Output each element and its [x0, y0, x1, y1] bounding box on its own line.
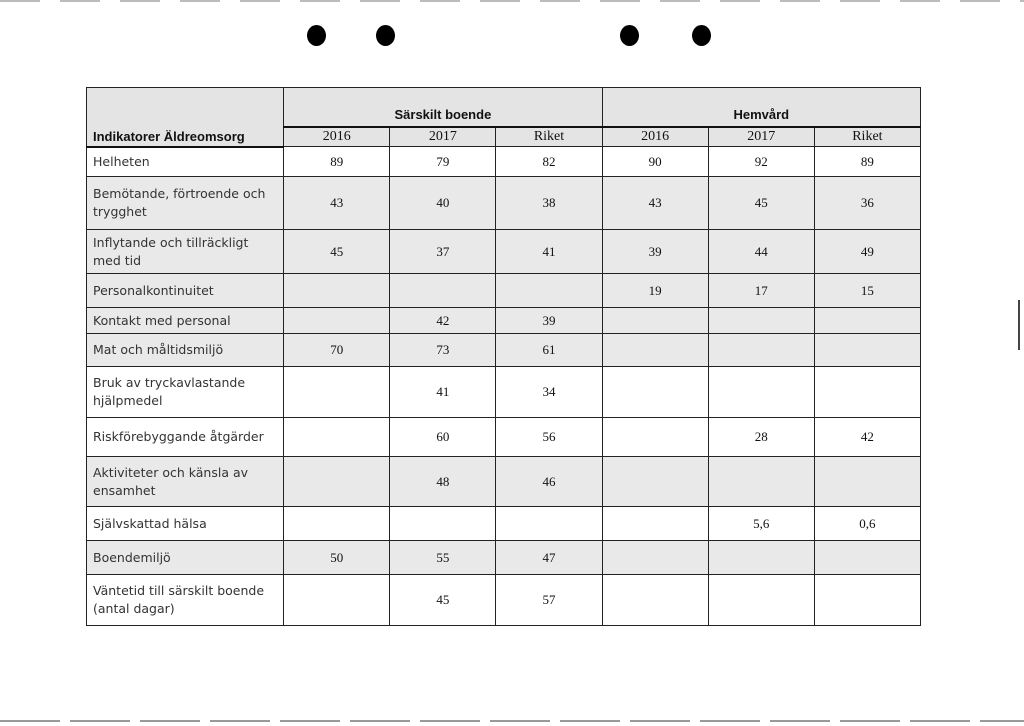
table-row — [87, 334, 921, 367]
value-cell: 46 — [496, 457, 602, 507]
value-cell — [602, 308, 708, 334]
punch-hole-icon — [692, 25, 711, 46]
group-header-row — [87, 88, 921, 128]
value-cell: 17 — [708, 274, 814, 308]
value-cell: 38 — [496, 177, 602, 230]
table-row — [87, 147, 921, 177]
value-cell: 34 — [496, 367, 602, 418]
scan-edge-mark — [1018, 300, 1020, 350]
value-cell: 56 — [496, 418, 602, 457]
table-row — [87, 457, 921, 507]
value-cell: 43 — [602, 177, 708, 230]
value-cell: 39 — [602, 230, 708, 274]
value-cell — [814, 367, 920, 418]
value-cell — [284, 457, 390, 507]
scan-bottom-edge — [0, 720, 1024, 722]
value-cell: 79 — [390, 147, 496, 177]
table-row — [87, 575, 921, 626]
value-cell: 49 — [814, 230, 920, 274]
indicator-label: Inflytande och tillräckligt med tid — [87, 230, 284, 274]
year-header: Riket — [814, 127, 920, 147]
indicator-label: Aktiviteter och känsla av ensamhet — [87, 457, 284, 507]
value-cell — [284, 575, 390, 626]
scan-top-edge — [0, 0, 1024, 2]
indicator-table-container — [86, 87, 921, 626]
indicator-table-body — [87, 147, 921, 626]
indicator-label: Boendemiljö — [87, 541, 284, 575]
value-cell — [814, 334, 920, 367]
table-row — [87, 541, 921, 575]
value-cell: 70 — [284, 334, 390, 367]
punch-hole-icon — [620, 25, 639, 46]
value-cell — [602, 575, 708, 626]
value-cell: 36 — [814, 177, 920, 230]
table-row — [87, 274, 921, 308]
value-cell: 73 — [390, 334, 496, 367]
indicator-label: Helheten — [87, 147, 284, 177]
value-cell: 89 — [284, 147, 390, 177]
value-cell: 45 — [284, 230, 390, 274]
indicator-label: Personalkontinuitet — [87, 274, 284, 308]
value-cell: 43 — [284, 177, 390, 230]
value-cell: 5,6 — [708, 507, 814, 541]
value-cell: 60 — [390, 418, 496, 457]
value-cell — [390, 507, 496, 541]
value-cell: 37 — [390, 230, 496, 274]
value-cell: 28 — [708, 418, 814, 457]
year-header: 2016 — [284, 127, 390, 147]
value-cell — [708, 308, 814, 334]
indicator-label: Riskförebyggande åtgärder — [87, 418, 284, 457]
value-cell — [284, 308, 390, 334]
value-cell: 45 — [390, 575, 496, 626]
indicator-label: Väntetid till särskilt boende (antal dagar) — [87, 575, 284, 626]
group-header-sarskilt-boende: Särskilt boende — [284, 88, 602, 128]
table-row — [87, 230, 921, 274]
year-header: 2017 — [708, 127, 814, 147]
value-cell — [284, 507, 390, 541]
table-row — [87, 507, 921, 541]
value-cell: 44 — [708, 230, 814, 274]
value-cell: 61 — [496, 334, 602, 367]
table-row — [87, 367, 921, 418]
indicator-label: Kontakt med personal — [87, 308, 284, 334]
value-cell — [602, 507, 708, 541]
value-cell: 55 — [390, 541, 496, 575]
value-cell: 89 — [814, 147, 920, 177]
indicator-label: Bruk av tryckavlastande hjälpmedel — [87, 367, 284, 418]
value-cell: 45 — [708, 177, 814, 230]
value-cell — [602, 457, 708, 507]
value-cell: 82 — [496, 147, 602, 177]
value-cell — [708, 541, 814, 575]
value-cell: 48 — [390, 457, 496, 507]
value-cell — [708, 575, 814, 626]
value-cell — [284, 367, 390, 418]
value-cell — [708, 367, 814, 418]
value-cell — [602, 367, 708, 418]
table-row — [87, 308, 921, 334]
value-cell: 42 — [814, 418, 920, 457]
value-cell — [602, 418, 708, 457]
year-header: 2017 — [390, 127, 496, 147]
value-cell: 40 — [390, 177, 496, 230]
value-cell — [814, 541, 920, 575]
table-row — [87, 177, 921, 230]
value-cell: 0,6 — [814, 507, 920, 541]
punch-hole-icon — [307, 25, 326, 46]
indicator-label: Bemötande, förtroende och trygghet — [87, 177, 284, 230]
indicator-label: Självskattad hälsa — [87, 507, 284, 541]
value-cell: 15 — [814, 274, 920, 308]
value-cell — [602, 541, 708, 575]
value-cell: 57 — [496, 575, 602, 626]
value-cell: 90 — [602, 147, 708, 177]
value-cell — [708, 334, 814, 367]
value-cell: 41 — [390, 367, 496, 418]
punch-hole-icon — [376, 25, 395, 46]
value-cell — [602, 334, 708, 367]
value-cell: 50 — [284, 541, 390, 575]
value-cell — [284, 274, 390, 308]
value-cell — [496, 507, 602, 541]
indicator-table — [86, 87, 921, 626]
value-cell: 42 — [390, 308, 496, 334]
indicator-column-header: Indikatorer Äldreomsorg — [87, 88, 284, 147]
table-row — [87, 418, 921, 457]
value-cell — [390, 274, 496, 308]
year-header: 2016 — [602, 127, 708, 147]
indicator-label: Mat och måltidsmiljö — [87, 334, 284, 367]
value-cell: 41 — [496, 230, 602, 274]
year-header: Riket — [496, 127, 602, 147]
value-cell: 47 — [496, 541, 602, 575]
value-cell — [814, 575, 920, 626]
value-cell — [814, 308, 920, 334]
value-cell — [708, 457, 814, 507]
value-cell: 39 — [496, 308, 602, 334]
value-cell: 19 — [602, 274, 708, 308]
value-cell — [814, 457, 920, 507]
value-cell — [496, 274, 602, 308]
value-cell: 92 — [708, 147, 814, 177]
value-cell — [284, 418, 390, 457]
group-header-hemvard: Hemvård — [602, 88, 920, 128]
